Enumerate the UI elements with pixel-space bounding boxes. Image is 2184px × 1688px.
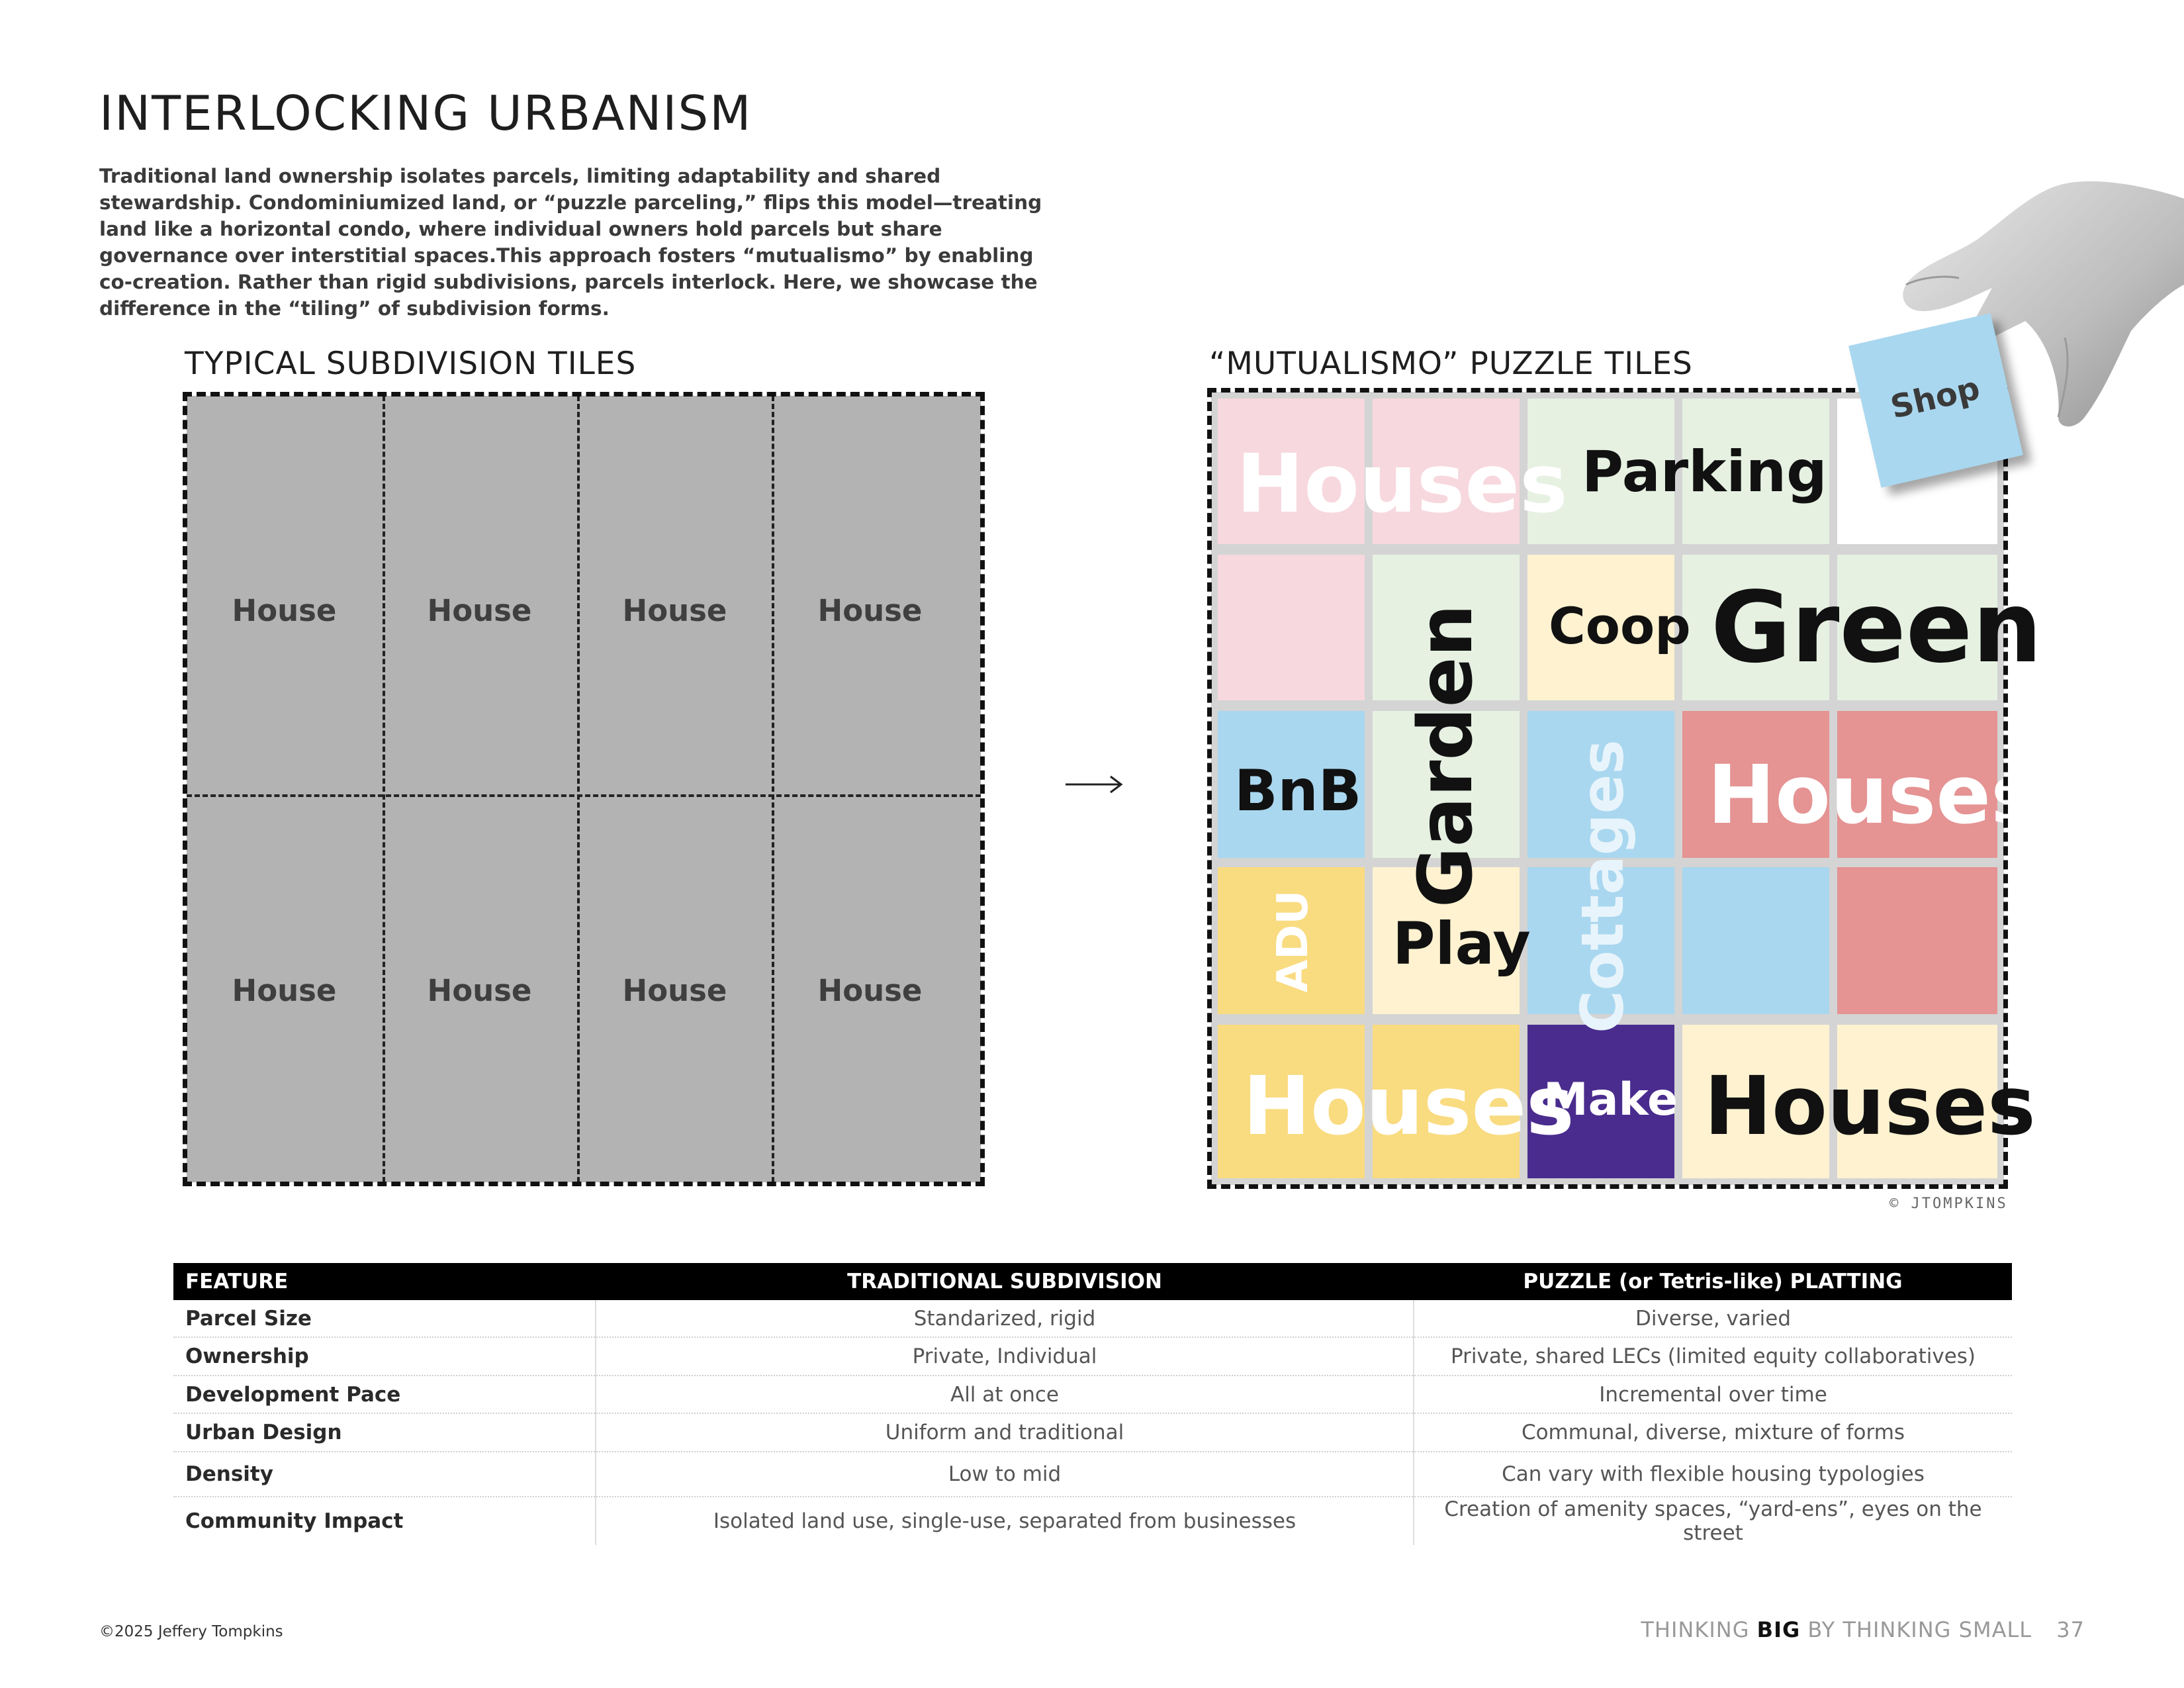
parking-label: Parking xyxy=(1582,439,1827,505)
parcel-divider xyxy=(772,396,774,1182)
houses-label: Houses xyxy=(1236,437,1568,531)
garden-label: Garden xyxy=(1403,604,1489,908)
house-tile-label: House xyxy=(427,593,532,628)
traditional-cell: Uniform and traditional xyxy=(596,1413,1414,1452)
puzzle-cell: Communal, diverse, mixture of forms xyxy=(1414,1413,2012,1452)
mutualismo-heading: “MUTUALISMO” PUZZLE TILES xyxy=(1209,346,1693,382)
series-title-pre: THINKING xyxy=(1641,1617,1750,1642)
puzzle-cell: Can vary with flexible housing typologies xyxy=(1414,1452,2012,1497)
puzzle-cell: Private, shared LECs (limited equity collaboratives) xyxy=(1414,1337,2012,1376)
traditional-cell: All at once xyxy=(596,1376,1414,1413)
feature-cell: Parcel Size xyxy=(173,1300,596,1337)
house-tile-label: House xyxy=(622,593,727,628)
table-row xyxy=(173,1452,2012,1497)
table-row xyxy=(173,1413,2012,1452)
play-label: Play xyxy=(1392,910,1531,978)
table-row xyxy=(173,1497,2012,1545)
traditional-cell: Low to mid xyxy=(596,1452,1414,1497)
feature-cell: Ownership xyxy=(173,1337,596,1376)
coop-label: Coop xyxy=(1549,596,1691,655)
grid-border xyxy=(183,392,985,1186)
feature-cell: Community Impact xyxy=(173,1497,596,1545)
houses-label: Houses xyxy=(1243,1059,1574,1153)
make-label: Make xyxy=(1543,1074,1678,1126)
illustration-credit: © JTOMPKINS xyxy=(1889,1196,2008,1212)
table-row xyxy=(173,1337,2012,1376)
column-header: TRADITIONAL SUBDIVISION xyxy=(596,1263,1414,1300)
puzzle-tile-red xyxy=(1837,867,1997,1014)
page-number: 37 xyxy=(2056,1617,2085,1642)
green-label: Green xyxy=(1711,571,2042,684)
houses-label: Houses xyxy=(1707,748,2039,842)
house-tile-label: House xyxy=(817,593,923,628)
mutualismo-puzzle-grid xyxy=(1211,392,2042,1185)
house-tile-label: House xyxy=(232,593,337,628)
feature-cell: Density xyxy=(173,1452,596,1497)
shop-label: Shop xyxy=(1887,369,1983,426)
parcel-divider xyxy=(577,396,580,1182)
adu-label: ADU xyxy=(1269,890,1318,993)
cottages-label: Cottages xyxy=(1569,739,1637,1033)
page-title: INTERLOCKING URBANISM xyxy=(99,85,752,141)
parcel-divider xyxy=(187,794,981,797)
intro-paragraph: Traditional land ownership isolates parcels, limiting adaptability and shared stewardship. Condominiumized land, or “puzzle parceling,” flips this model—treating land like a horizontal condo, where individual owners hold parcels but share governance over interstitial spaces.This approach fosters “mutualismo” by enabling co-creation. Rather than rigid subdivisions, parcels interlock. Here, we showcase the difference in the “tiling” of subdivision forms. xyxy=(99,165,1042,320)
puzzle-tile-blue xyxy=(1682,867,1829,1014)
traditional-cell: Isolated land use, single-use, separated from businesses xyxy=(596,1497,1414,1545)
series-title-post: BY THINKING SMALL xyxy=(1807,1617,2032,1642)
table-row xyxy=(173,1376,2012,1413)
feature-cell: Development Pace xyxy=(173,1376,596,1413)
puzzle-cell: Incremental over time xyxy=(1414,1376,2012,1413)
series-title-big: BIG xyxy=(1756,1617,1801,1642)
comparison-table xyxy=(173,1263,2012,1545)
copyright: ©2025 Jeffery Tompkins xyxy=(99,1623,283,1640)
right-arrow-icon xyxy=(1064,768,1124,801)
houses-label: Houses xyxy=(1704,1059,2036,1153)
puzzle-cell: Creation of amenity spaces, “yard-ens”, eyes on the street xyxy=(1444,1497,1982,1545)
traditional-cell: Private, Individual xyxy=(596,1337,1414,1376)
column-header: PUZZLE (or Tetris-like) PLATTING xyxy=(1414,1263,2012,1300)
running-footer xyxy=(1641,1617,2085,1642)
table-header-row xyxy=(173,1263,2012,1300)
typical-subdivision-grid xyxy=(187,396,981,1182)
traditional-cell: Standarized, rigid xyxy=(596,1300,1414,1337)
house-tile-label: House xyxy=(817,973,923,1008)
column-header: FEATURE xyxy=(173,1263,596,1300)
house-tile-label: House xyxy=(622,973,727,1008)
house-tile-label: House xyxy=(427,973,532,1008)
puzzle-cell: Diverse, varied xyxy=(1414,1300,2012,1337)
puzzle-tile-pink xyxy=(1218,555,1365,700)
bnb-label: BnB xyxy=(1234,758,1362,824)
parcel-divider xyxy=(383,396,385,1182)
house-tile-label: House xyxy=(232,973,337,1008)
typical-subdivision-heading: TYPICAL SUBDIVISION TILES xyxy=(185,346,637,382)
table-row xyxy=(173,1300,2012,1337)
feature-cell: Urban Design xyxy=(173,1413,596,1452)
